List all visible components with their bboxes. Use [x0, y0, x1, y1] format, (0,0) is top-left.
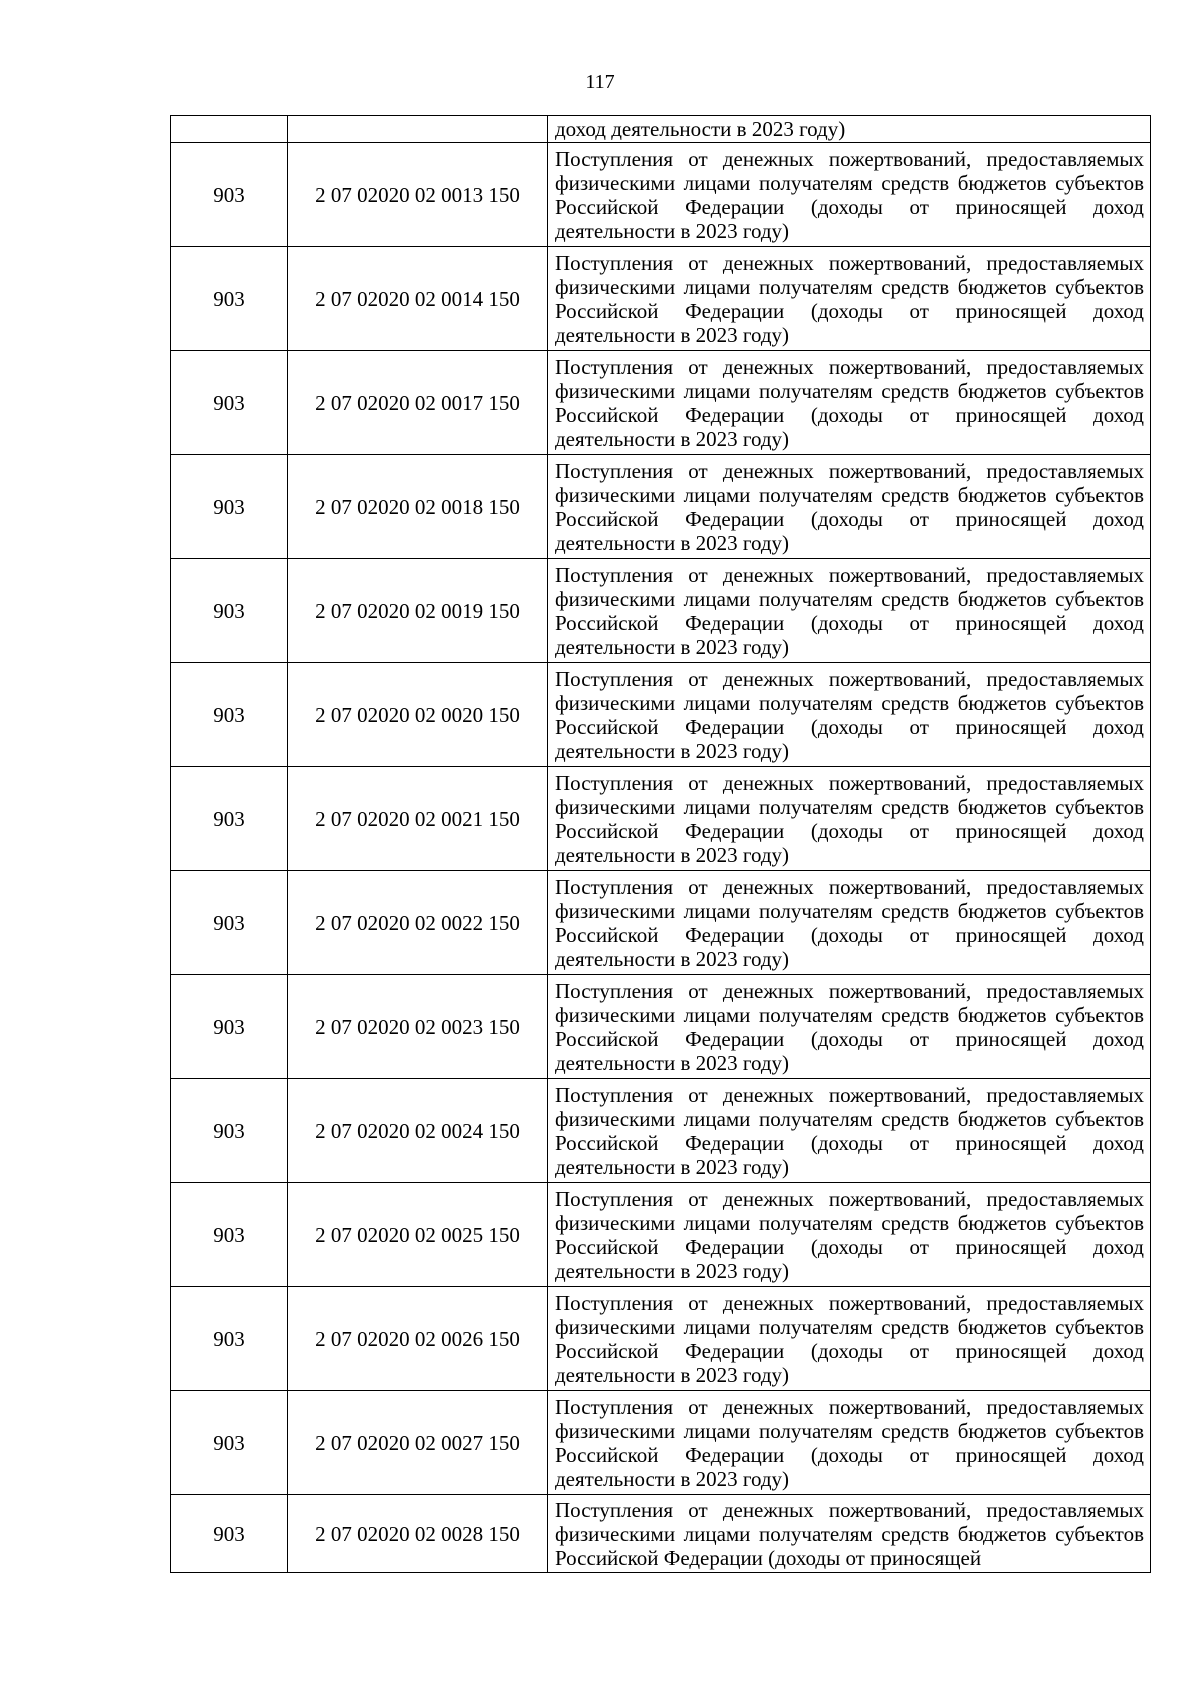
income-code-cell: 2 07 02020 02 0022 150 — [288, 871, 548, 975]
income-code-cell: 2 07 02020 02 0019 150 — [288, 559, 548, 663]
admin-code-cell: 903 — [171, 1495, 288, 1573]
income-name-cell: Поступления от денежных пожертвований, предоставляемых физическими лицами получателям средств бюджетов субъектов Российской Федерации (доходы от приносящей доход деятельности в 2023 году) — [548, 351, 1151, 455]
income-code-cell: 2 07 02020 02 0023 150 — [288, 975, 548, 1079]
income-name-cell: Поступления от денежных пожертвований, предоставляемых физическими лицами получателям средств бюджетов субъектов Российской Федерации (доходы от приносящей доход деятельности в 2023 году) — [548, 975, 1151, 1079]
table-row — [171, 247, 1151, 351]
income-name-cell: Поступления от денежных пожертвований, предоставляемых физическими лицами получателям средств бюджетов субъектов Российской Федерации (доходы от приносящей доход деятельности в 2023 году) — [548, 455, 1151, 559]
table-row — [171, 975, 1151, 1079]
admin-code-cell: 903 — [171, 1391, 288, 1495]
table-row — [171, 871, 1151, 975]
budget-income-table — [170, 115, 1151, 1573]
admin-code-cell: 903 — [171, 143, 288, 247]
income-code-cell: 2 07 02020 02 0026 150 — [288, 1287, 548, 1391]
income-code-cell: 2 07 02020 02 0025 150 — [288, 1183, 548, 1287]
admin-code-cell: 903 — [171, 351, 288, 455]
admin-code-cell: 903 — [171, 871, 288, 975]
income-name-cell: Поступления от денежных пожертвований, предоставляемых физическими лицами получателям средств бюджетов субъектов Российской Федерации (доходы от приносящей доход деятельности в 2023 году) — [548, 247, 1151, 351]
table-row — [171, 1287, 1151, 1391]
table-row — [171, 663, 1151, 767]
income-code-cell — [288, 116, 548, 143]
income-name-cell: Поступления от денежных пожертвований, предоставляемых физическими лицами получателям средств бюджетов субъектов Российской Федерации (доходы от приносящей доход деятельности в 2023 году) — [548, 143, 1151, 247]
income-code-cell: 2 07 02020 02 0018 150 — [288, 455, 548, 559]
table-row — [171, 559, 1151, 663]
income-code-cell: 2 07 02020 02 0027 150 — [288, 1391, 548, 1495]
admin-code-cell: 903 — [171, 663, 288, 767]
income-name-cell: Поступления от денежных пожертвований, предоставляемых физическими лицами получателям средств бюджетов субъектов Российской Федерации (доходы от приносящей доход деятельности в 2023 году) — [548, 1183, 1151, 1287]
income-code-cell: 2 07 02020 02 0020 150 — [288, 663, 548, 767]
admin-code-cell: 903 — [171, 559, 288, 663]
income-code-cell: 2 07 02020 02 0013 150 — [288, 143, 548, 247]
page-number: 117 — [585, 71, 615, 93]
table-row — [171, 1183, 1151, 1287]
income-name-cell: Поступления от денежных пожертвований, предоставляемых физическими лицами получателям средств бюджетов субъектов Российской Федерации (доходы от приносящей доход деятельности в 2023 году) — [548, 1391, 1151, 1495]
income-name-cell: Поступления от денежных пожертвований, предоставляемых физическими лицами получателям средств бюджетов субъектов Российской Федерации (доходы от приносящей доход деятельности в 2023 году) — [548, 663, 1151, 767]
admin-code-cell: 903 — [171, 1287, 288, 1391]
income-name-cell: доход деятельности в 2023 году) — [548, 116, 1151, 143]
table-row — [171, 455, 1151, 559]
admin-code-cell — [171, 116, 288, 143]
income-name-cell: Поступления от денежных пожертвований, предоставляемых физическими лицами получателям средств бюджетов субъектов Российской Федерации (доходы от приносящей доход деятельности в 2023 году) — [548, 767, 1151, 871]
table-row-continuation — [171, 116, 1151, 143]
income-code-cell: 2 07 02020 02 0024 150 — [288, 1079, 548, 1183]
income-code-cell: 2 07 02020 02 0028 150 — [288, 1495, 548, 1573]
income-code-cell: 2 07 02020 02 0021 150 — [288, 767, 548, 871]
income-name-cell: Поступления от денежных пожертвований, предоставляемых физическими лицами получателям средств бюджетов субъектов Российской Федерации (доходы от приносящей доход деятельности в 2023 году) — [548, 1287, 1151, 1391]
income-code-cell: 2 07 02020 02 0017 150 — [288, 351, 548, 455]
admin-code-cell: 903 — [171, 975, 288, 1079]
income-code-cell: 2 07 02020 02 0014 150 — [288, 247, 548, 351]
table-row — [171, 1391, 1151, 1495]
income-name-cell: Поступления от денежных пожертвований, предоставляемых физическими лицами получателям средств бюджетов субъектов Российской Федерации (доходы от приносящей — [548, 1495, 1151, 1573]
admin-code-cell: 903 — [171, 247, 288, 351]
income-name-cell: Поступления от денежных пожертвований, предоставляемых физическими лицами получателям средств бюджетов субъектов Российской Федерации (доходы от приносящей доход деятельности в 2023 году) — [548, 1079, 1151, 1183]
admin-code-cell: 903 — [171, 455, 288, 559]
income-name-cell: Поступления от денежных пожертвований, предоставляемых физическими лицами получателям средств бюджетов субъектов Российской Федерации (доходы от приносящей доход деятельности в 2023 году) — [548, 559, 1151, 663]
table-row — [171, 143, 1151, 247]
admin-code-cell: 903 — [171, 1079, 288, 1183]
income-name-cell: Поступления от денежных пожертвований, предоставляемых физическими лицами получателям средств бюджетов субъектов Российской Федерации (доходы от приносящей доход деятельности в 2023 году) — [548, 871, 1151, 975]
table-row — [171, 1495, 1151, 1573]
table-row — [171, 767, 1151, 871]
admin-code-cell: 903 — [171, 767, 288, 871]
table-row — [171, 1079, 1151, 1183]
table-row — [171, 351, 1151, 455]
admin-code-cell: 903 — [171, 1183, 288, 1287]
